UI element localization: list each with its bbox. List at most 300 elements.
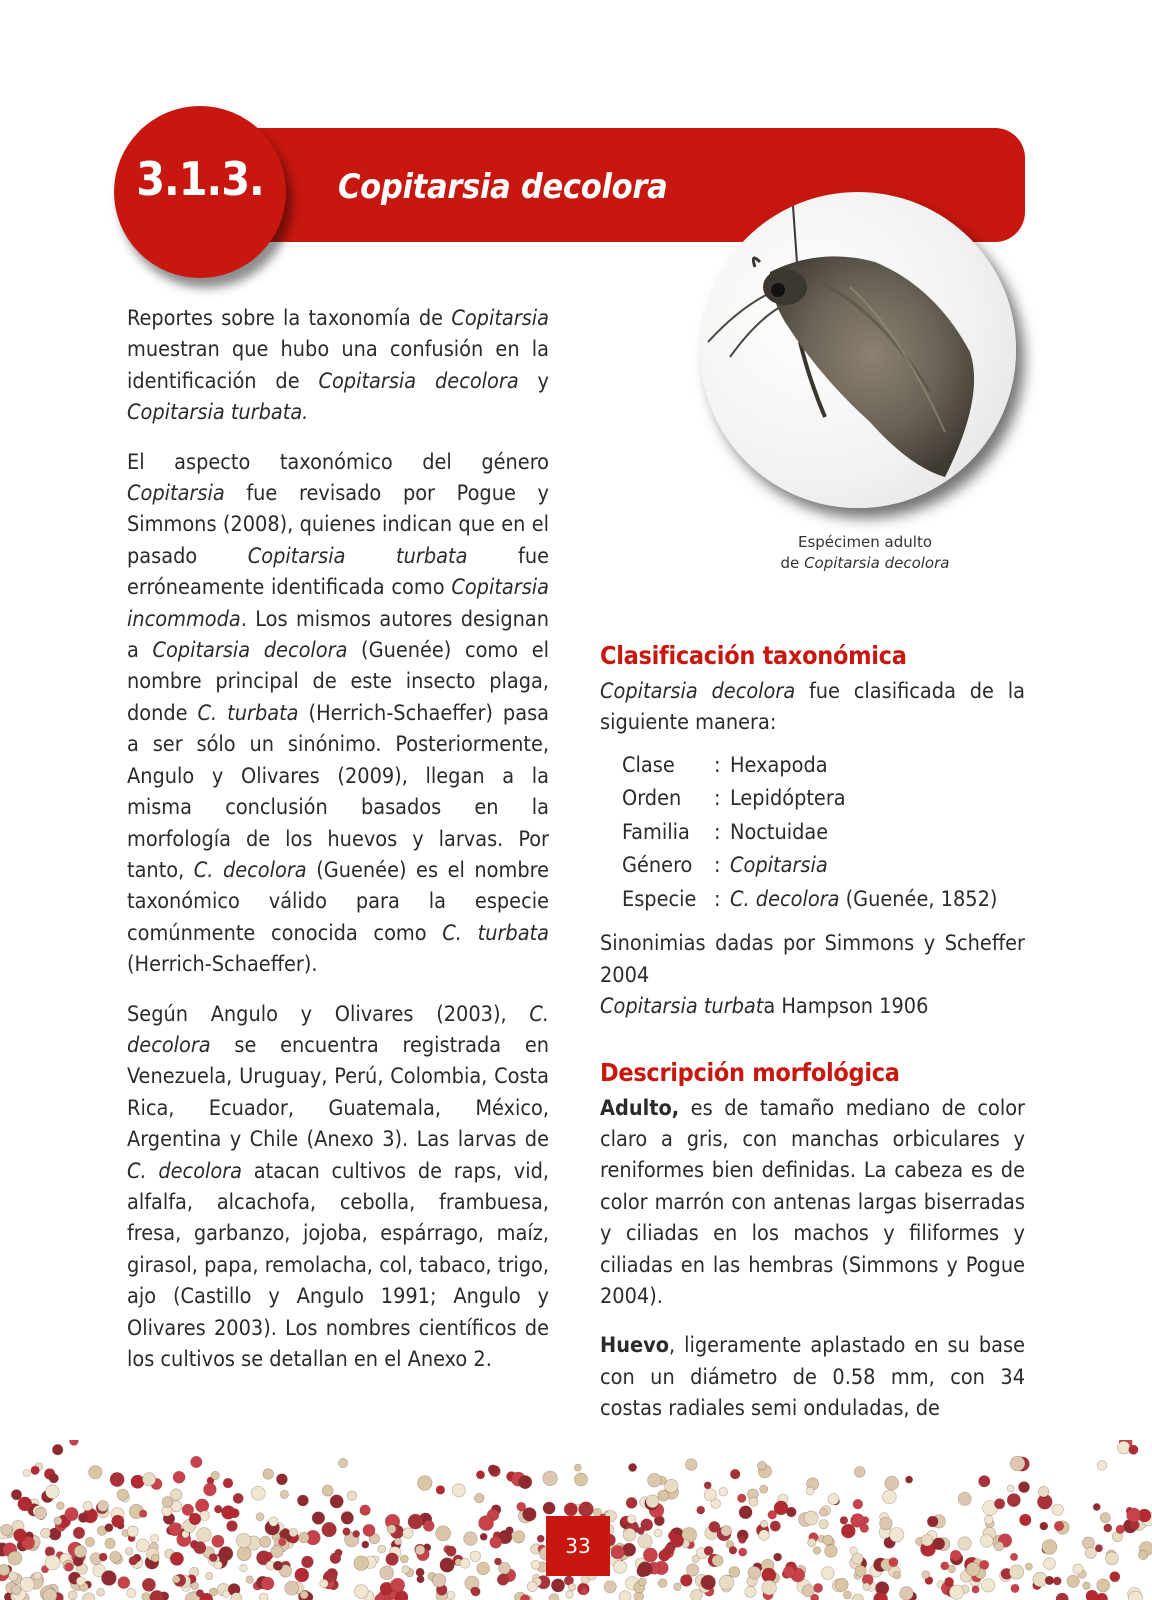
grain [739,1536,747,1544]
grain [117,1489,128,1500]
synonyms-paragraph [600,928,1025,1022]
grain [1104,1524,1112,1532]
grain [273,1561,282,1570]
grain [259,1593,268,1600]
paragraph-taxonomy-reports [127,303,549,429]
grain [436,1486,445,1495]
grain [386,1553,399,1566]
grain [142,1593,150,1600]
grain [972,1586,979,1593]
grain [354,1556,369,1571]
grain [150,1590,164,1600]
classification-heading: Clasificación taxonómica [600,641,907,670]
adult-description [600,1093,1025,1313]
grain [658,1490,669,1501]
text-run: , ligeramente aplastado en su base con un diámetro de 0.58 mm, con 34 costas radiales semi onduladas, de [600,1333,1025,1422]
grain [519,1476,532,1489]
separator: : [714,786,721,812]
rank-value [730,883,997,917]
species-name: C. decolora [127,1158,243,1184]
grain [1025,1563,1032,1570]
classification-row [622,849,997,883]
grain [480,1533,487,1540]
grain [1042,1540,1057,1555]
grain [65,1507,78,1520]
grain [506,1527,514,1535]
grain [432,1574,446,1588]
grain [665,1479,678,1492]
grain [823,1535,833,1545]
grain [1083,1582,1091,1590]
grain [949,1585,963,1599]
grain [674,1583,682,1591]
grain [477,1562,490,1575]
grain [721,1526,732,1537]
species-name: Copitarsia [127,481,225,507]
grain [68,1591,77,1600]
grain [170,1552,183,1565]
grain [933,1538,945,1550]
grain [843,1591,851,1599]
rank-value [730,849,997,883]
paragraph-distribution [127,999,549,1376]
grain [54,1517,62,1525]
grain [958,1537,971,1550]
grain [984,1515,993,1524]
grain [222,1506,236,1520]
grain [568,1584,576,1592]
classification-table [622,749,997,917]
grain [1011,1584,1019,1592]
grain [391,1578,405,1592]
classification-intro [600,676,1025,739]
grain [362,1541,369,1548]
separator: : [714,819,721,845]
grain [97,1588,105,1596]
grain [280,1490,288,1498]
grain [363,1524,375,1536]
grain [142,1578,155,1591]
grain [531,1560,540,1569]
grain [89,1466,102,1479]
text-run: (Guenée) como el nombre principal de este insecto plaga, donde [127,638,549,726]
grain [475,1493,485,1503]
grain [209,1554,217,1562]
grain [440,1558,454,1572]
grain [20,1577,34,1591]
grain [1007,1485,1014,1492]
grain [835,1578,848,1591]
grain [136,1539,149,1552]
grain [945,1577,954,1586]
species-name: Copitarsia incommoda [127,575,549,632]
grain [537,1535,544,1542]
grain [400,1555,408,1563]
section-title: Copitarsia decolora [338,167,668,207]
grain [745,1586,756,1597]
grain [295,1568,309,1582]
grain [415,1545,425,1555]
grain [49,1474,58,1483]
grain [1,1524,13,1536]
grain [719,1487,728,1496]
grain [490,1536,502,1548]
grain [819,1508,827,1516]
grain [854,1467,865,1478]
text-run: fue revisado por Pogue y Simmons (2008), quienes indican que en el pasado [127,481,549,569]
grain [893,1572,900,1579]
text-run: y [518,368,549,394]
grain [759,1530,770,1541]
text-run: se encuentra registrada en Venezuela, Uruguay, Perú, Colombia, Costa Rica, Ecuador, Guatemala, México, Argentina y Chile (Anexo 3). Las larvas de [127,1032,549,1153]
grain [52,1444,63,1455]
grain [35,1507,47,1519]
grain [646,1495,659,1508]
grain [697,1506,705,1514]
page-number: 33 [546,1516,610,1576]
grain [416,1568,424,1576]
grain [1009,1565,1023,1579]
caption-species: Copitarsia decolora [804,554,950,572]
grain [353,1530,360,1537]
grain [98,1501,109,1512]
grain [637,1527,644,1534]
grain [129,1556,138,1565]
grain [1116,1525,1125,1534]
grain [760,1485,768,1493]
grain [729,1567,740,1578]
grain [31,1466,40,1475]
grain [297,1495,308,1506]
rank-label: Especie [622,886,697,912]
grain [260,1536,271,1547]
grain [223,1591,230,1598]
grain [76,1577,85,1586]
grain [45,1555,60,1570]
grain [330,1495,343,1508]
grain [1038,1486,1049,1497]
grain [982,1579,995,1592]
grain [204,1483,217,1496]
grain [850,1547,858,1555]
grain [214,1561,222,1569]
grain [994,1541,1004,1551]
grain [1053,1577,1061,1585]
grain [261,1577,274,1590]
grain [889,1528,904,1543]
grain [223,1478,233,1488]
species-name: C. turbata [197,700,299,726]
grain [214,1505,222,1513]
species-name: Copitarsia [451,306,549,331]
grain [619,1591,631,1600]
rank-value-text: C. decolora [730,886,840,912]
rank-value-text: Noctuidae [730,819,829,845]
grain [471,1587,480,1596]
caption-prefix: de [780,554,805,572]
grain [749,1497,758,1506]
grain [513,1531,525,1543]
grain [774,1553,782,1561]
grain [73,1527,85,1539]
grain [1056,1593,1068,1600]
rank-value-authority: (Guenée, 1852) [839,886,998,912]
text-run: es de tamaño mediano de color claro a gris, con manchas orbiculares y reniformes bien definidas. La cabeza es de color marrón con antenas largas biserradas y ciliadas en los machos y filiformes y ciliadas en las hembras (Simmons y Pogue 2004). [600,1095,1025,1309]
species-name: C. decolora [193,857,307,883]
grain [643,1548,657,1562]
paragraph-taxonomic-aspect [127,447,549,981]
caption-line-1: Espécimen adulto [797,533,933,551]
grain [479,1516,494,1531]
grain [1097,1461,1107,1471]
grain [402,1566,410,1574]
grain [460,1558,470,1568]
grain [880,1517,893,1530]
grain [195,1499,208,1512]
grain [418,1476,433,1491]
separator: : [714,886,721,912]
grain [1007,1494,1020,1507]
species-name: C. decolora [127,1001,549,1058]
grain [299,1532,310,1543]
grain [278,1538,286,1546]
rank-value [730,749,997,783]
species-name: Copitarsia turbata [247,543,468,569]
grain [1117,1441,1130,1454]
grain [143,1473,156,1486]
grain [330,1553,341,1564]
grain [658,1579,667,1588]
grain [341,1512,353,1524]
grain [1086,1590,1098,1600]
caption-line-2 [740,553,990,574]
text-run: atacan cultivos de raps, vid, alfalfa, alcachofa, cebolla, frambuesa, fresa, garbanzo, jojoba, espárrago, maíz, girasol, papa, remolacha, col, tabaco, trigo, ajo (Castillo y Angulo 1991; Angulo y Olivares 2003). Los nombres científicos de los cultivos se detallan en el Anexo 2. [127,1158,549,1372]
grain [246,1576,254,1584]
grain [0,1564,10,1575]
grain [613,1560,626,1573]
grain [34,1572,42,1580]
grain [1010,1456,1025,1471]
grain [302,1556,314,1568]
grain [654,1529,662,1537]
grain [1019,1482,1030,1493]
grain [863,1583,870,1590]
grain [464,1532,478,1546]
rank-value-text: Lepidóptera [730,786,846,812]
grain [648,1473,662,1487]
grain [1110,1572,1120,1582]
grain [271,1545,283,1557]
grain [1010,1553,1017,1560]
photo-caption [740,532,990,574]
grain [527,1581,537,1591]
rank-value [730,816,997,850]
species-name: Copitarsia turbat [600,994,764,1020]
grain [806,1487,814,1495]
text-run: Reportes sobre la taxonomía de [127,306,452,331]
grain [760,1520,767,1527]
right-column [600,638,1025,1443]
egg-description [600,1330,1025,1424]
grain [139,1510,147,1518]
grain [125,1548,133,1556]
grain [102,1571,117,1586]
grain [378,1545,386,1553]
text-run: fue clasificada de la siguiente manera: [600,679,1025,736]
grain [70,1440,79,1445]
grain [768,1510,777,1519]
grain [804,1511,818,1525]
grain [289,1528,297,1536]
grain [9,1572,18,1581]
grain [748,1566,761,1579]
grain [852,1594,863,1600]
grain [821,1567,834,1580]
grain [173,1576,181,1584]
moth-photo [700,192,1016,508]
species-name: Copitarsia decolora [600,679,796,704]
grain [256,1513,264,1521]
grain [312,1512,325,1525]
grain [1054,1521,1064,1531]
grain [1106,1552,1119,1565]
grain [853,1499,863,1509]
grain [637,1565,649,1577]
grain [580,1588,587,1595]
classification-row [622,816,997,850]
grain [994,1499,1004,1509]
grain [574,1473,587,1486]
grain [14,1529,27,1542]
grain [189,1513,201,1525]
grain [408,1514,423,1529]
grain [394,1538,401,1545]
grain [739,1548,747,1556]
grain [825,1545,838,1558]
grain [338,1458,347,1467]
grain [127,1526,138,1537]
morphology-heading: Descripción morfológica [600,1057,900,1087]
grain [191,1582,198,1589]
grain [127,1588,136,1597]
grain [828,1494,839,1505]
grain [638,1534,652,1548]
grain [730,1469,740,1479]
grain [197,1528,212,1543]
rank-label: Orden [622,786,682,812]
species-name: Copitarsia turbata. [127,400,309,426]
classification-row [622,782,997,816]
grain [251,1486,265,1500]
grain [150,1534,158,1542]
grain [205,1572,212,1579]
grain [497,1574,508,1585]
grain [446,1546,456,1556]
species-name: C. turbata [442,920,549,946]
grain [840,1517,848,1525]
grain [151,1554,159,1562]
grain [78,1513,88,1523]
text-run: El aspecto taxonómico del género [127,449,549,475]
grain [549,1594,559,1600]
grain [57,1502,65,1510]
grain [692,1555,699,1562]
grain [360,1505,371,1516]
moth-illustration [700,192,1016,508]
grain [1040,1522,1048,1530]
grain [574,1464,581,1471]
grain [470,1551,481,1562]
grain [452,1484,465,1497]
grain [83,1593,95,1600]
grain [233,1493,243,1503]
grain [1067,1575,1079,1587]
grain [629,1463,637,1471]
grain [8,1551,22,1565]
grain [240,1564,248,1572]
stage-label: Adulto, [600,1095,680,1121]
grain [1085,1547,1096,1558]
grain [1044,1558,1056,1570]
grain [1052,1504,1063,1515]
grain [237,1547,251,1561]
text-run: (Guenée) es el nombre taxonómico válido para la especie comúnmente conocida como [127,857,550,946]
grain [739,1506,752,1519]
grain [212,1535,224,1547]
grain [1093,1503,1100,1510]
grain [922,1571,930,1579]
grain [276,1474,287,1485]
grain [263,1469,274,1480]
grain [380,1566,394,1580]
grain [436,1526,451,1541]
grain [11,1585,21,1595]
grain [85,1537,94,1546]
grain [74,1545,86,1557]
grain [118,1577,130,1589]
species-name: Copitarsia decolora [318,368,519,394]
grain [168,1523,181,1536]
grain [860,1524,869,1533]
grain [112,1515,124,1527]
grain [623,1543,636,1556]
grain [162,1497,173,1508]
grain [729,1546,737,1554]
grain [320,1579,329,1588]
grain [43,1589,57,1600]
stage-label: Huevo [600,1333,669,1359]
grain [322,1522,337,1537]
grain [802,1585,814,1597]
grain [885,1476,899,1490]
grain [499,1562,511,1574]
grain [200,1511,210,1521]
grain [921,1534,933,1546]
grain [639,1578,647,1586]
classification-row [622,883,997,917]
grain [719,1575,734,1590]
grain [196,1590,203,1597]
grain [1020,1514,1032,1526]
text-run: (Herrich-Schaeffer). [127,952,318,978]
section-number: 3.1.3. [136,152,264,206]
grain [227,1521,238,1532]
grain [23,1469,30,1476]
grain [770,1521,780,1531]
grain [99,1553,107,1561]
classification-row [622,749,997,783]
grain [105,1524,113,1532]
